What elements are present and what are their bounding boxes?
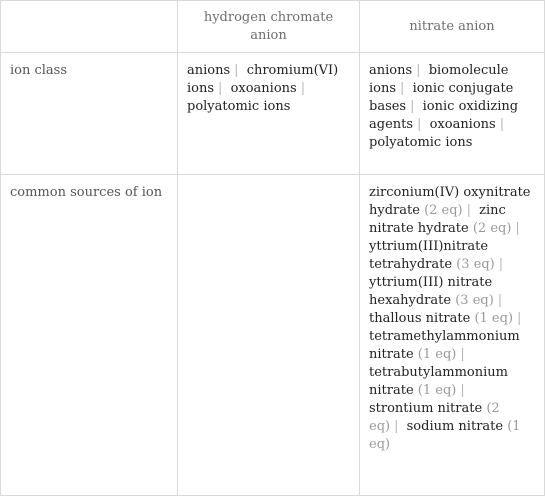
list-item: strontium nitrate — [369, 401, 483, 416]
list-item: polyatomic ions — [187, 99, 291, 114]
equivalents-label: (3 eq) — [456, 257, 495, 272]
list-item: oxoanions — [230, 81, 297, 96]
list-item: oxoanions — [429, 117, 496, 132]
list-item: tetrabutylammonium nitrate — [369, 365, 508, 398]
separator: | — [517, 311, 522, 326]
equivalents-label: (1 eq) — [417, 347, 457, 362]
equivalents-label: (1 eq) — [369, 419, 521, 452]
separator: | — [394, 419, 399, 434]
ion-class-hydrogen-chromate — [178, 53, 360, 175]
list-item: yttrium(III)nitrate tetrahydrate — [369, 239, 489, 272]
separator: | — [410, 99, 415, 114]
row-label-ion-class: ion class — [1, 53, 178, 175]
list-item: zirconium(IV) oxynitrate hydrate — [369, 185, 531, 218]
separator: | — [416, 63, 421, 78]
list-item: anions — [187, 63, 231, 78]
equivalents-label: (2 eq) — [369, 401, 500, 434]
separator: | — [460, 383, 465, 398]
equivalents-label: (1 eq) — [417, 383, 457, 398]
list-item: chromium(VI) ions — [187, 63, 339, 96]
separator: | — [466, 203, 472, 218]
common-sources-hydrogen-chromate — [178, 175, 360, 496]
ion-class-nitrate — [360, 53, 545, 175]
list-item: yttrium(III) nitrate hexahydrate — [369, 275, 493, 308]
list-item: thallous nitrate — [369, 311, 471, 326]
separator: | — [417, 117, 422, 132]
column-header-hydrogen-chromate: hydrogen chromate anion — [178, 1, 360, 53]
separator: | — [460, 347, 465, 362]
equivalents-label: (1 eq) — [474, 311, 514, 326]
separator: | — [218, 81, 223, 96]
list-item: polyatomic ions — [369, 135, 473, 150]
header-row — [1, 1, 545, 53]
table-row — [1, 175, 545, 496]
list-item: biomolecule ions — [369, 63, 509, 96]
separator: | — [499, 117, 505, 132]
list-item: ionic oxidizing agents — [369, 99, 519, 132]
list-item: tetramethylammonium nitrate — [369, 329, 520, 362]
list-item: sodium nitrate — [406, 419, 504, 434]
separator: | — [497, 293, 503, 308]
list-item: anions — [369, 63, 413, 78]
equivalents-label: (2 eq) — [472, 221, 512, 236]
row-label-common-sources: common sources of ion — [1, 175, 178, 496]
equivalents-label: (3 eq) — [455, 293, 494, 308]
table-row — [1, 53, 545, 175]
equivalents-label: (2 eq) — [424, 203, 463, 218]
separator: | — [300, 81, 306, 96]
separator: | — [498, 257, 504, 272]
common-sources-nitrate — [360, 175, 545, 496]
separator: | — [515, 221, 520, 236]
list-item: zinc nitrate hydrate — [369, 203, 506, 236]
corner-cell — [1, 1, 178, 53]
separator: | — [400, 81, 405, 96]
separator: | — [234, 63, 239, 78]
column-header-nitrate: nitrate anion — [360, 1, 545, 53]
list-item: ionic conjugate bases — [369, 81, 514, 114]
